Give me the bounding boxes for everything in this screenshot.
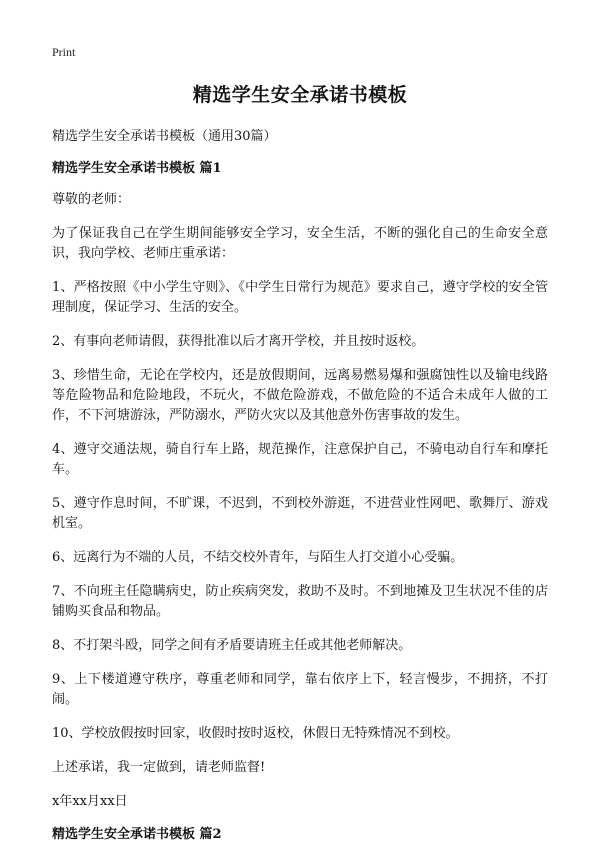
- pledge-item: 2、有事向老师请假，获得批准以后才离开学校，并且按时返校。: [52, 334, 425, 349]
- print-label: Print: [52, 45, 76, 59]
- section-2-heading: 精选学生安全承诺书模板 篇2: [52, 827, 222, 842]
- pledge-item: 1、严格按照《中小学生守则》、《中学生日常行为规范》要求自己，遵守学校的安全管理制度，保证学习、生活的安全。: [52, 280, 548, 315]
- section-1-heading: 精选学生安全承诺书模板 篇1: [52, 161, 222, 176]
- pledge-item: 9、上下楼道遵守秩序，尊重老师和同学，靠右依序上下，轻言慢步，不拥挤，不打闹。: [52, 672, 548, 707]
- intro-paragraph: 为了保证我自己在学生期间能够安全学习，安全生活，不断的强化自己的生命安全意识，我向学校、老师庄重承诺：: [52, 226, 548, 261]
- pledge-item: 10、学校放假按时回家，收假时按时返校，休假日无特殊情况不到校。: [52, 726, 459, 741]
- document-subtitle: 精选学生安全承诺书模板（通用30篇）: [52, 129, 277, 144]
- closing-statement: 上述承诺，我一定做到，请老师监督!: [52, 760, 266, 775]
- pledge-item: 4、遵守交通法规，骑自行车上路，规范操作，注意保护自己，不骑电动自行车和摩托车。: [52, 442, 548, 477]
- document-title: 精选学生安全承诺书模板: [192, 84, 408, 106]
- pledge-item: 6、远离行为不端的人员，不结交校外青年，与陌生人打交道小心受骗。: [52, 550, 464, 565]
- pledge-item: 7、不向班主任隐瞒病史，防止疾病突发，救助不及时。不到地摊及卫生状况不佳的店铺购买食品和物品。: [52, 584, 548, 619]
- pledge-item: 3、珍惜生命，无论在学校内，还是放假期间，远离易燃易爆和强腐蚀性以及输电线路等危险物品和危险地段，不玩火，不做危险游戏，不做危险的不适合未成年人做的工作，不下河塘游泳，严防溺水，严防火灾以及其他意外伤害事故的发生。: [52, 368, 548, 423]
- pledge-list: [52, 278, 548, 744]
- greeting: 尊敬的老师：: [52, 192, 131, 207]
- date-line: x年xx月xx日: [52, 794, 128, 809]
- pledge-item: 8、不打架斗殴，同学之间有矛盾要请班主任或其他老师解决。: [52, 638, 412, 653]
- pledge-item: 5、遵守作息时间，不旷课，不迟到，不到校外游逛，不进营业性网吧、歌舞厅、游戏机室。: [52, 496, 548, 531]
